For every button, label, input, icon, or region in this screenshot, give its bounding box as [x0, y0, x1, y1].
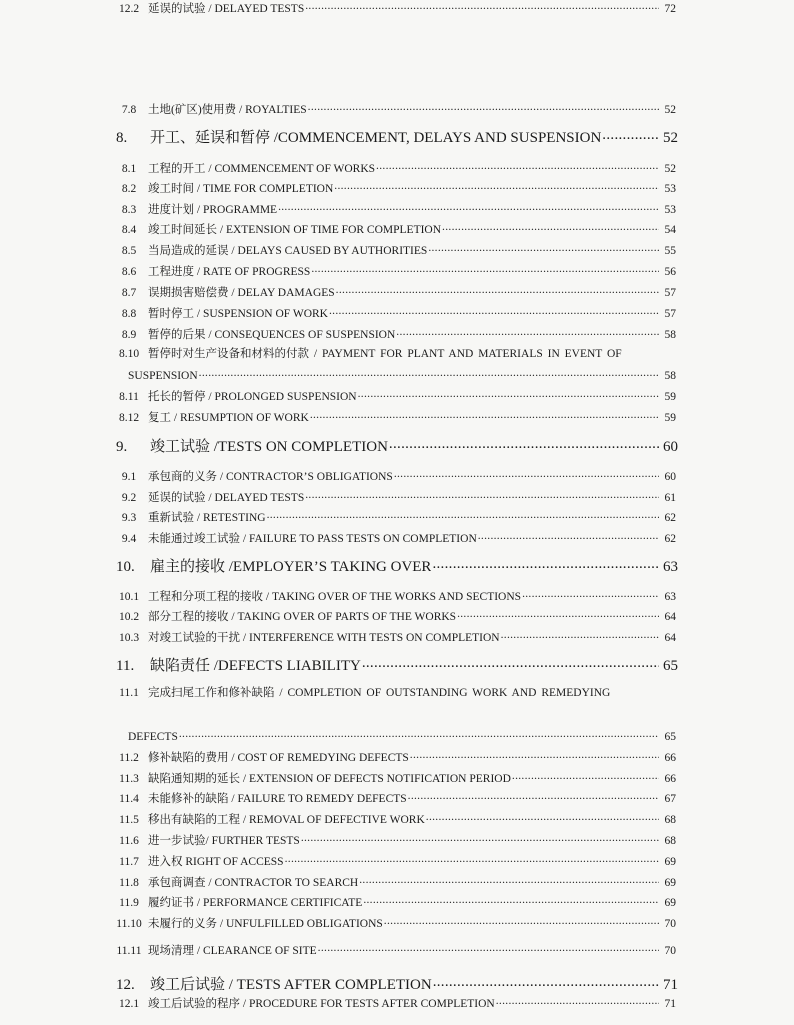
- entry-page-number: 53: [664, 182, 676, 195]
- toc-entry[interactable]: [110, 160, 676, 177]
- toc-entry[interactable]: [110, 832, 676, 849]
- dot-leader: [496, 995, 659, 1007]
- dot-leader: [334, 180, 659, 192]
- entry-title: 工程的开工 / COMMENCEMENT OF WORKS: [148, 162, 376, 175]
- dot-leader: [433, 974, 659, 989]
- dot-leader: [336, 284, 659, 296]
- toc-entry-continuation[interactable]: [128, 728, 676, 745]
- entry-page-number: 52: [663, 130, 678, 146]
- toc-entry[interactable]: [110, 790, 676, 807]
- entry-title: 工程和分项工程的接收 / TAKING OVER OF THE WORKS AND SECTIONS: [148, 590, 522, 603]
- entry-number: 11.2: [119, 751, 139, 764]
- toc-entry[interactable]: [110, 409, 676, 426]
- dot-leader: [428, 242, 659, 254]
- section-title: 竣工试验 /TESTS ON COMPLETION: [150, 439, 388, 455]
- entry-page-number: 67: [664, 792, 676, 805]
- entry-number: 8.8: [121, 307, 137, 320]
- toc-section-heading[interactable]: [110, 436, 678, 457]
- entry-title: 承包商调查 / CONTRACTOR TO SEARCH: [148, 876, 359, 889]
- entry-title: 延误的试验 / DELAYED TESTS: [148, 2, 305, 15]
- entry-title: 完成扫尾工作和修补缺陷 / COMPLETION OF OUTSTANDING WORK AND REMEDYING: [148, 687, 611, 699]
- toc-entry[interactable]: [110, 305, 676, 322]
- dot-leader: [305, 0, 659, 12]
- entry-number: 8.9: [121, 328, 137, 341]
- entry-title-continuation: SUSPENSION: [128, 369, 198, 382]
- dot-leader: [267, 509, 659, 521]
- toc-entry[interactable]: [110, 588, 676, 605]
- dot-leader: [285, 853, 659, 865]
- entry-title: 进度计划 / PROGRAMME: [148, 203, 278, 216]
- dot-leader: [363, 894, 659, 906]
- section-title: 竣工后试验 / TESTS AFTER COMPLETION: [150, 977, 432, 993]
- entry-page-number: 70: [664, 917, 676, 930]
- toc-entry[interactable]: [110, 629, 676, 646]
- entry-title: 承包商的义务 / CONTRACTOR’S OBLIGATIONS: [148, 470, 393, 483]
- toc-entry[interactable]: [110, 242, 676, 259]
- section-number: 10.: [116, 559, 135, 575]
- entry-title: 工程进度 / RATE OF PROGRESS: [148, 265, 311, 278]
- toc-entry[interactable]: [110, 347, 676, 362]
- section-number: 9.: [116, 439, 128, 455]
- section-number: 12.: [116, 977, 135, 993]
- dot-leader: [359, 874, 659, 886]
- dot-leader: [376, 160, 659, 172]
- entry-title: 移出有缺陷的工程 / REMOVAL OF DEFECTIVE WORK: [148, 813, 425, 826]
- dot-leader: [389, 436, 659, 451]
- toc-entry[interactable]: [110, 284, 676, 301]
- toc-entry[interactable]: [110, 180, 676, 197]
- entry-number: 8.2: [121, 182, 137, 195]
- entry-number: 11.5: [119, 813, 139, 826]
- entry-page-number: 71: [663, 977, 678, 993]
- toc-entry[interactable]: [110, 811, 676, 828]
- entry-title: 未能通过竣工试验 / FAILURE TO PASS TESTS ON COMPLETION: [148, 532, 477, 545]
- dot-leader: [199, 367, 659, 379]
- entry-number: 8.12: [118, 411, 140, 424]
- entry-page-number: 59: [664, 390, 676, 403]
- entry-number: 11.1: [119, 687, 139, 699]
- entry-page-number: 57: [664, 307, 676, 320]
- dot-leader: [396, 326, 659, 338]
- entry-number: 10.1: [118, 590, 140, 603]
- dot-leader: [410, 749, 659, 761]
- entry-title: 误期损害赔偿费 / DELAY DAMAGES: [148, 286, 335, 299]
- entry-number: 9.3: [121, 511, 137, 524]
- entry-number: 8.3: [121, 203, 137, 216]
- entry-number: 9.4: [121, 532, 137, 545]
- toc-entry[interactable]: [110, 894, 676, 911]
- dot-leader: [426, 811, 659, 823]
- entry-number: 12.1: [118, 997, 140, 1010]
- dot-leader: [442, 221, 659, 233]
- entry-number: 11.7: [119, 855, 139, 868]
- entry-page-number: 61: [664, 491, 676, 504]
- entry-page-number: 65: [664, 730, 676, 743]
- entry-number: 12.2: [118, 2, 140, 15]
- entry-number: 11.3: [119, 772, 139, 785]
- entry-number: 8.11: [119, 390, 139, 403]
- entry-title: 竣工后试验的程序 / PROCEDURE FOR TESTS AFTER COMPLETION: [148, 997, 495, 1010]
- entry-number: 9.1: [121, 470, 137, 483]
- entry-number: 11.10: [116, 917, 142, 930]
- entry-page-number: 54: [664, 223, 676, 236]
- entry-number: 10.3: [118, 631, 140, 644]
- dot-leader: [457, 608, 659, 620]
- entry-title: 现场清理 / CLEARANCE OF SITE: [148, 944, 317, 957]
- entry-title: 履约证书 / PERFORMANCE CERTIFICATE: [148, 896, 363, 909]
- entry-title: 部分工程的接收 / TAKING OVER OF PARTS OF THE WORKS: [148, 610, 457, 623]
- toc-entry[interactable]: [110, 0, 676, 17]
- toc-entry[interactable]: [110, 749, 676, 766]
- entry-title: 未能修补的缺陷 / FAILURE TO REMEDY DEFECTS: [148, 792, 407, 805]
- entry-page-number: 71: [664, 997, 676, 1010]
- toc-entry[interactable]: [110, 101, 676, 118]
- toc-section-heading[interactable]: [110, 556, 678, 577]
- toc-entry[interactable]: [110, 915, 676, 932]
- entry-page-number: 52: [664, 103, 676, 116]
- entry-title: 复工 / RESUMPTION OF WORK: [148, 411, 309, 424]
- toc-entry[interactable]: [110, 263, 676, 280]
- dot-leader: [301, 832, 659, 844]
- entry-title: 修补缺陷的费用 / COST OF REMEDYING DEFECTS: [148, 751, 409, 764]
- entry-page-number: 58: [664, 369, 676, 382]
- dot-leader: [478, 530, 659, 542]
- entry-page-number: 65: [663, 658, 678, 674]
- entry-page-number: 69: [664, 855, 676, 868]
- entry-title: 暂停时对生产设备和材料的付款 / PAYMENT FOR PLANT AND MATERIALS IN EVENT OF: [148, 348, 622, 360]
- toc-entry[interactable]: [110, 530, 676, 547]
- dot-leader: [329, 305, 659, 317]
- entry-title: 竣工时间 / TIME FOR COMPLETION: [148, 182, 334, 195]
- entry-number: 11.8: [119, 876, 139, 889]
- entry-number: 8.10: [118, 348, 140, 360]
- entry-title: 延误的试验 / DELAYED TESTS: [148, 491, 305, 504]
- section-title: 雇主的接收 /EMPLOYER’S TAKING OVER: [150, 559, 432, 575]
- entry-title-continuation: DEFECTS: [128, 730, 178, 743]
- toc-entry[interactable]: [110, 874, 676, 891]
- entry-page-number: 63: [664, 590, 676, 603]
- entry-title: 土地(矿区)使用费 / ROYALTIES: [148, 103, 307, 116]
- entry-number: 8.7: [121, 286, 137, 299]
- entry-title: 进一步试验/ FURTHER TESTS: [148, 834, 300, 847]
- toc-entry[interactable]: [110, 388, 676, 405]
- entry-page-number: 70: [664, 944, 676, 957]
- entry-page-number: 66: [664, 772, 676, 785]
- entry-page-number: 72: [664, 2, 676, 15]
- entry-page-number: 55: [664, 244, 676, 257]
- entry-page-number: 58: [664, 328, 676, 341]
- toc-entry[interactable]: [110, 853, 676, 870]
- entry-number: 11.4: [119, 792, 139, 805]
- entry-title: 进入权 RIGHT OF ACCESS: [148, 855, 284, 868]
- dot-leader: [384, 915, 659, 927]
- entry-page-number: 68: [664, 813, 676, 826]
- entry-page-number: 52: [664, 162, 676, 175]
- entry-number: 11.6: [119, 834, 139, 847]
- dot-leader: [602, 127, 659, 142]
- entry-page-number: 59: [664, 411, 676, 424]
- entry-page-number: 64: [664, 610, 676, 623]
- toc-entry-continuation[interactable]: [128, 367, 676, 384]
- entry-page-number: 69: [664, 896, 676, 909]
- entry-number: 7.8: [121, 103, 137, 116]
- entry-number: 11.9: [119, 896, 139, 909]
- entry-title: 暂时停工 / SUSPENSION OF WORK: [148, 307, 328, 320]
- entry-number: 11.11: [116, 944, 142, 957]
- dot-leader: [512, 770, 659, 782]
- dot-leader: [358, 388, 659, 400]
- toc-entry[interactable]: [110, 942, 676, 959]
- dot-leader: [310, 409, 659, 421]
- entry-number: 9.2: [121, 491, 137, 504]
- dot-leader: [394, 468, 659, 480]
- dot-leader: [362, 655, 659, 670]
- dot-leader: [501, 629, 659, 641]
- toc-section-heading[interactable]: [110, 127, 678, 148]
- section-title: 缺陷责任 /DEFECTS LIABILITY: [150, 658, 361, 674]
- toc-entry[interactable]: [110, 995, 676, 1012]
- toc-entry[interactable]: [110, 686, 676, 701]
- section-number: 11.: [116, 658, 135, 674]
- entry-page-number: 69: [664, 876, 676, 889]
- entry-page-number: 60: [664, 470, 676, 483]
- dot-leader: [308, 101, 659, 113]
- entry-page-number: 63: [663, 559, 678, 575]
- entry-title: 竣工时间延长 / EXTENSION OF TIME FOR COMPLETION: [148, 223, 442, 236]
- dot-leader: [318, 942, 659, 954]
- toc-entry[interactable]: [110, 608, 676, 625]
- entry-number: 8.6: [121, 265, 137, 278]
- entry-page-number: 53: [664, 203, 676, 216]
- section-title: 开工、延误和暂停 /COMMENCEMENT, DELAYS AND SUSPENSION: [150, 130, 602, 146]
- entry-page-number: 62: [664, 532, 676, 545]
- toc-entry[interactable]: [110, 221, 676, 238]
- entry-page-number: 60: [663, 439, 678, 455]
- entry-number: 10.2: [118, 610, 140, 623]
- entry-page-number: 57: [664, 286, 676, 299]
- entry-title: 对竣工试验的干扰 / INTERFERENCE WITH TESTS ON COMPLETION: [148, 631, 500, 644]
- entry-page-number: 64: [664, 631, 676, 644]
- entry-page-number: 62: [664, 511, 676, 524]
- section-number: 8.: [116, 130, 128, 146]
- toc-entry[interactable]: [110, 326, 676, 343]
- entry-title: 未履行的义务 / UNFULFILLED OBLIGATIONS: [148, 917, 383, 930]
- toc-entry[interactable]: [110, 509, 676, 526]
- entry-number: 8.1: [121, 162, 137, 175]
- dot-leader: [311, 263, 659, 275]
- entry-title: 重新试验 / RETESTING: [148, 511, 266, 524]
- entry-title: 暂停的后果 / CONSEQUENCES OF SUSPENSION: [148, 328, 396, 341]
- dot-leader: [179, 728, 659, 740]
- dot-leader: [278, 201, 659, 213]
- toc-entry[interactable]: [110, 201, 676, 218]
- entry-page-number: 68: [664, 834, 676, 847]
- toc-entry[interactable]: [110, 489, 676, 506]
- dot-leader: [408, 790, 659, 802]
- dot-leader: [305, 489, 659, 501]
- entry-page-number: 66: [664, 751, 676, 764]
- entry-page-number: 56: [664, 265, 676, 278]
- entry-title: 托长的暂停 / PROLONGED SUSPENSION: [148, 390, 357, 403]
- entry-number: 8.4: [121, 223, 137, 236]
- dot-leader: [432, 556, 659, 571]
- toc-section-heading[interactable]: [110, 974, 678, 995]
- entry-number: 8.5: [121, 244, 137, 257]
- toc-entry[interactable]: [110, 468, 676, 485]
- toc-section-heading[interactable]: [110, 655, 678, 676]
- dot-leader: [522, 588, 659, 600]
- entry-title: 当局造成的延误 / DELAYS CAUSED BY AUTHORITIES: [148, 244, 428, 257]
- entry-title: 缺陷通知期的延长 / EXTENSION OF DEFECTS NOTIFICATION PERIOD: [148, 772, 511, 785]
- toc-entry[interactable]: [110, 770, 676, 787]
